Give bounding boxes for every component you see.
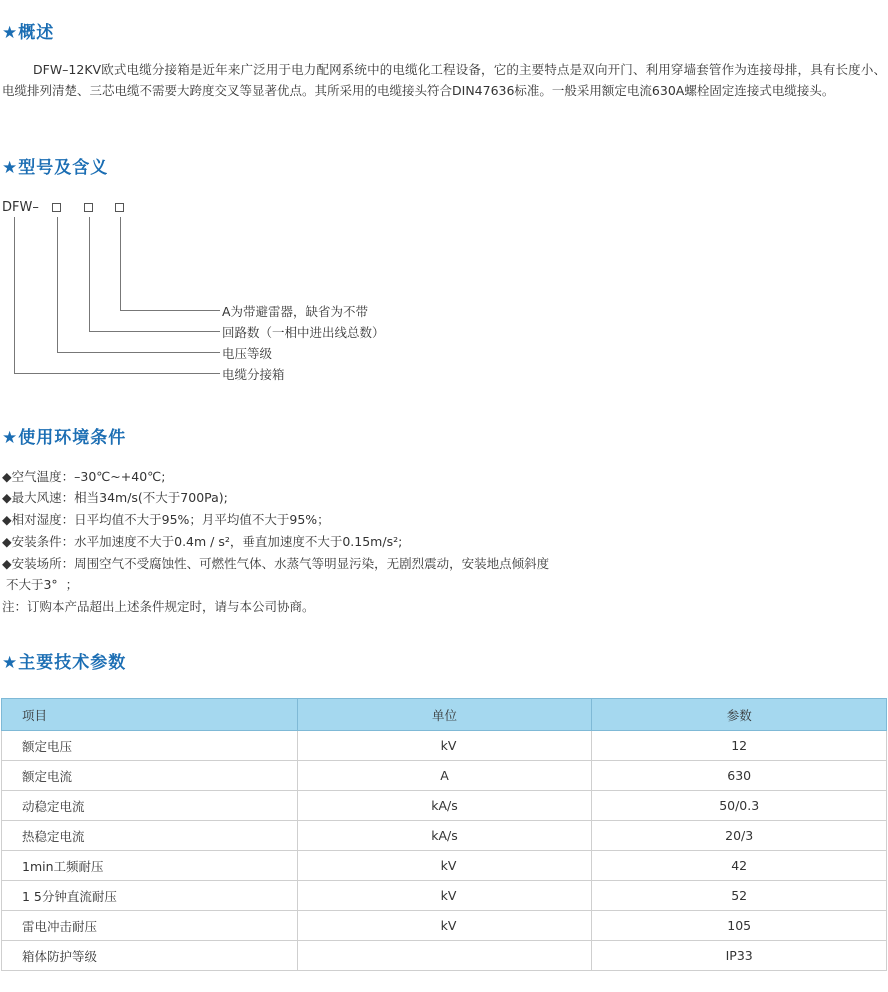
model-code-prefix: DFW–: [2, 200, 39, 215]
row-value: IP33: [592, 941, 887, 971]
overview-heading: ★概述: [2, 23, 55, 43]
connector-line: [120, 217, 121, 310]
table-row: [2, 791, 887, 821]
table-row: [2, 851, 887, 881]
model-heading: ★型号及含义: [2, 158, 109, 178]
table-header-row: [2, 699, 887, 731]
row-item: 额定电压: [2, 731, 298, 761]
row-unit: kA/s: [297, 791, 592, 821]
table-row: [2, 941, 887, 971]
environment-heading: ★使用环境条件: [2, 428, 127, 448]
env-item: 不大于3° ；: [2, 577, 79, 592]
row-item: 雷电冲击耐压: [2, 911, 298, 941]
voltage-level-box: [52, 203, 61, 212]
row-unit: kA/s: [297, 821, 592, 851]
table-row: [2, 761, 887, 791]
env-item: ◆最大风速：相当34m/s(不大于700Pa);: [2, 490, 228, 505]
row-value: 42: [592, 851, 887, 881]
row-unit: kV: [297, 731, 592, 761]
circuit-count-box: [84, 203, 93, 212]
env-item: ◆空气温度：–30℃~+40℃;: [2, 469, 166, 484]
connector-line: [14, 373, 220, 374]
row-item: 1 5分钟直流耐压: [2, 881, 298, 911]
env-note: 注：订购本产品超出上述条件规定时，请与本公司协商。: [2, 599, 315, 614]
legend-arrester: A为带避雷器，缺省为不带: [222, 304, 369, 319]
header-item: 项目: [2, 699, 298, 731]
row-item: 动稳定电流: [2, 791, 298, 821]
env-item: ◆安装条件：水平加速度不大于0.4m / s²，垂直加速度不大于0.15m/s²;: [2, 534, 403, 549]
legend-box-type: 电缆分接箱: [222, 367, 285, 382]
row-unit: A: [297, 761, 592, 791]
params-table: [1, 698, 887, 971]
row-value: 12: [592, 731, 887, 761]
row-unit: kV: [297, 911, 592, 941]
arrester-box: [115, 203, 124, 212]
legend-circuits: 回路数（一相中进出线总数）: [222, 325, 385, 340]
table-row: [2, 821, 887, 851]
connector-line: [89, 217, 90, 331]
row-unit: kV: [297, 851, 592, 881]
params-heading: ★主要技术参数: [2, 653, 127, 673]
connector-line: [89, 331, 220, 332]
connector-line: [57, 352, 220, 353]
header-value: 参数: [592, 699, 887, 731]
row-item: 额定电流: [2, 761, 298, 791]
table-row: [2, 731, 887, 761]
connector-line: [14, 217, 15, 373]
header-unit: 单位: [297, 699, 592, 731]
row-item: 箱体防护等级: [2, 941, 298, 971]
connector-line: [57, 217, 58, 352]
row-value: 20/3: [592, 821, 887, 851]
row-item: 1min工频耐压: [2, 851, 298, 881]
table-row: [2, 911, 887, 941]
row-unit: [297, 941, 592, 971]
row-value: 52: [592, 881, 887, 911]
legend-voltage: 电压等级: [222, 346, 273, 361]
env-item: ◆相对湿度：日平均值不大于95%；月平均值不大于95%；: [2, 512, 330, 527]
env-item: ◆安装场所：周围空气不受腐蚀性、可燃性气体、水蒸气等明显污染，无剧烈震动，安装地点倾斜度: [2, 556, 550, 571]
overview-paragraph: DFW–12KV欧式电缆分接箱是近年来广泛用于电力配网系统中的电缆化工程设备，它的主要特点是双向开门、利用穿墙套管作为连接母排，具有长度小、电缆排列清楚、三芯电缆不需要大跨度交叉等显著优点。其所采用的电缆接头符合DIN47636标准。一般采用额定电流630A螺栓固定连接式电缆接头。: [2, 62, 886, 98]
row-value: 50/0.3: [592, 791, 887, 821]
row-item: 热稳定电流: [2, 821, 298, 851]
row-value: 105: [592, 911, 887, 941]
table-row: [2, 881, 887, 911]
connector-line: [120, 310, 220, 311]
row-unit: kV: [297, 881, 592, 911]
row-value: 630: [592, 761, 887, 791]
